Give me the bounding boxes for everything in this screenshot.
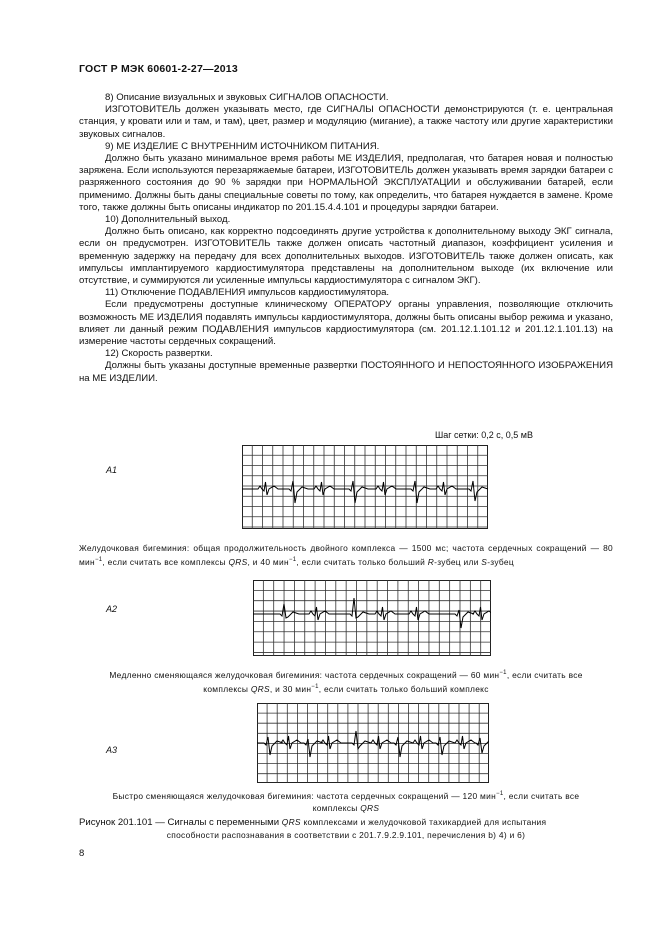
figure-title <box>79 816 613 829</box>
caption-a3-text-3: комплексы <box>312 802 361 813</box>
caption-a3-text-2: , если считать все <box>503 791 580 801</box>
caption-a2-text-3: комплексы <box>203 683 251 694</box>
caption-a3-line2 <box>79 803 613 815</box>
caption-a1-r: R <box>427 556 435 567</box>
item-12-text: Должны быть указаны доступные временные развертки ПОСТОЯННОГО И НЕПОСТОЯННОГО ИЗОБРАЖЕНИЯ на МЕ ИЗДЕЛИИ. <box>79 360 613 384</box>
item-10-text: Должно быть описано, как корректно подсоединять другие устройства к дополнительному выходу ЭКГ сигнала, если он предусмотрен. ИЗГОТОВИТЕЛЬ также должен описать частотный диапазон, коэффициент усиления и временную задержку на передачу для всех дополнительных выходов. ИЗГОТОВИТЕЛЬ также должен описать, как импульсы имплантируемого кардиостимулятора представлены на дополнительном выходе (их включение или отсутствие, и суммируются ли усиленные импульсы кардиостимулятора с сигналом ЭКГ). <box>79 226 613 287</box>
item-9-text: Должно быть указано минимальное время работы МЕ ИЗДЕЛИЯ, предполагая, что батарея новая и полностью заряжена. Если используются перезаряжаемые батареи, ИЗГОТОВИТЕЛЬ должен указывать время зарядки батареи с разряженного состояния до 90 % зарядки при НОРМАЛЬНОЙ ЭКСПЛУАТАЦИИ и обслуживании батарей, если применимо. Должны быть даны специальные советы по тому, как определить, что батарея нуждается в замене. Кроме того, также должны быть описаны индикатор по 201.15.4.4.101 и процедуры зарядки батареи. <box>79 153 613 213</box>
caption-a3 <box>79 789 613 814</box>
caption-a2-text-5: , если считать только больший комплекс <box>318 683 489 694</box>
ecg-waveform <box>253 598 491 628</box>
trace-label-a2: A2 <box>106 604 118 614</box>
caption-a2-text-1: Медленно сменяющаяся желудочковая бигеминия: частота сердечных сокращений — 60 мин <box>109 670 500 680</box>
caption-a1-text-1: Желудочковая бигеминия: общая продолжительность двойного комплекса — 1500 мс; частота сердечных сокращений — 80 мин <box>79 543 613 567</box>
caption-a2-text-2: , если считать все <box>506 670 583 680</box>
item-10-heading: 10) Дополнительный выход. <box>105 214 231 226</box>
ecg-trace-a2 <box>253 580 491 656</box>
caption-a1-text-2: , если считать все комплексы <box>102 556 229 567</box>
caption-a2-sup-2: −1 <box>311 683 319 690</box>
caption-a1-qrs: QRS <box>228 556 248 567</box>
caption-a1-text-5: -зубец или <box>434 556 482 567</box>
caption-a2 <box>79 668 613 695</box>
caption-a2-sup-1: −1 <box>499 670 507 676</box>
ecg-grid <box>253 580 491 656</box>
item-11-heading: 11) Отключение ПОДАВЛЕНИЯ импульсов кардиостимулятора. <box>105 287 390 299</box>
page-number: 8 <box>79 848 85 859</box>
caption-a3-qrs: QRS <box>360 802 380 813</box>
item-8-heading: 8) Описание визуальных и звуковых СИГНАЛОВ ОПАСНОСТИ. <box>105 92 389 103</box>
ecg-grid-border <box>254 581 491 656</box>
caption-a3-sup-1: −1 <box>496 791 504 797</box>
item-12-heading: 12) Скорость развертки. <box>105 348 213 360</box>
caption-a2-qrs: QRS <box>250 683 270 694</box>
item-9-heading: 9) МЕ ИЗДЕЛИЕ С ВНУТРЕННИМ ИСТОЧНИКОМ ПИТАНИЯ. <box>105 140 380 152</box>
body-text <box>79 92 613 385</box>
grid-step-note: Шаг сетки: 0,2 с, 0,5 мВ <box>434 430 533 440</box>
caption-a2-line2 <box>79 682 613 696</box>
caption-a1-text-6: -зубец <box>487 556 514 567</box>
figure-title-text-1: Рисунок 201.101 — Сигналы с переменными <box>79 817 282 828</box>
figure-caption <box>79 816 613 841</box>
document-header: ГОСТ Р МЭК 60601-2-27—2013 <box>79 63 238 75</box>
ecg-trace-a3 <box>257 703 489 783</box>
caption-a1-text-3: , и 40 мин <box>247 556 289 567</box>
caption-a1-sup-2: −1 <box>288 556 297 563</box>
caption-a1-s: S <box>481 556 488 567</box>
ecg-trace-a1 <box>242 445 488 529</box>
ecg-waveform <box>257 731 489 757</box>
caption-a3-text-1: Быстро сменяющаяся желудочковая бигеминия: частота сердечных сокращений — 120 мин <box>112 791 497 801</box>
trace-label-a3: A3 <box>106 745 118 755</box>
figure-title-text-2: комплексами и желудочковой тахикардией для испытания <box>300 817 547 827</box>
caption-a2-line1 <box>79 668 613 682</box>
caption-a1-text-4: , если считать только больший <box>296 556 428 567</box>
figure-title-qrs: QRS <box>281 817 301 827</box>
caption-a3-line1 <box>79 789 613 803</box>
trace-label-a1: A1 <box>106 465 118 475</box>
item-11-text: Если предусмотрены доступные клиническому ОПЕРАТОРУ органы управления, позволяющие отключить возможность МЕ ИЗДЕЛИЯ подавлять импульсы кардиостимулятора, должны быть описаны выбор режима и указано, влияет ли данный режим ПОДАВЛЕНИЯ импульсов кардиостимулятора (см. 201.12.1.101.12 и 201.12.1.101.13) на измерение частоты сердечных сокращений. <box>79 299 613 348</box>
caption-a1 <box>79 543 613 568</box>
item-8-text: ИЗГОТОВИТЕЛЬ должен указывать место, где СИГНАЛЫ ОПАСНОСТИ демонстрируются (т. е. центральная станция, у кровати или и там, и там), цвет, размер и модуляцию (мигание), а также частоту или другие характеристики звуковых сигналов. <box>79 104 613 140</box>
figure-title-line2: способности распознавания в соответствии с 201.7.9.2.9.101, перечисления b) 4) и 6) <box>166 830 526 840</box>
caption-a2-text-4: , и 30 мин <box>269 683 312 694</box>
caption-a1-sup-1: −1 <box>94 556 103 563</box>
